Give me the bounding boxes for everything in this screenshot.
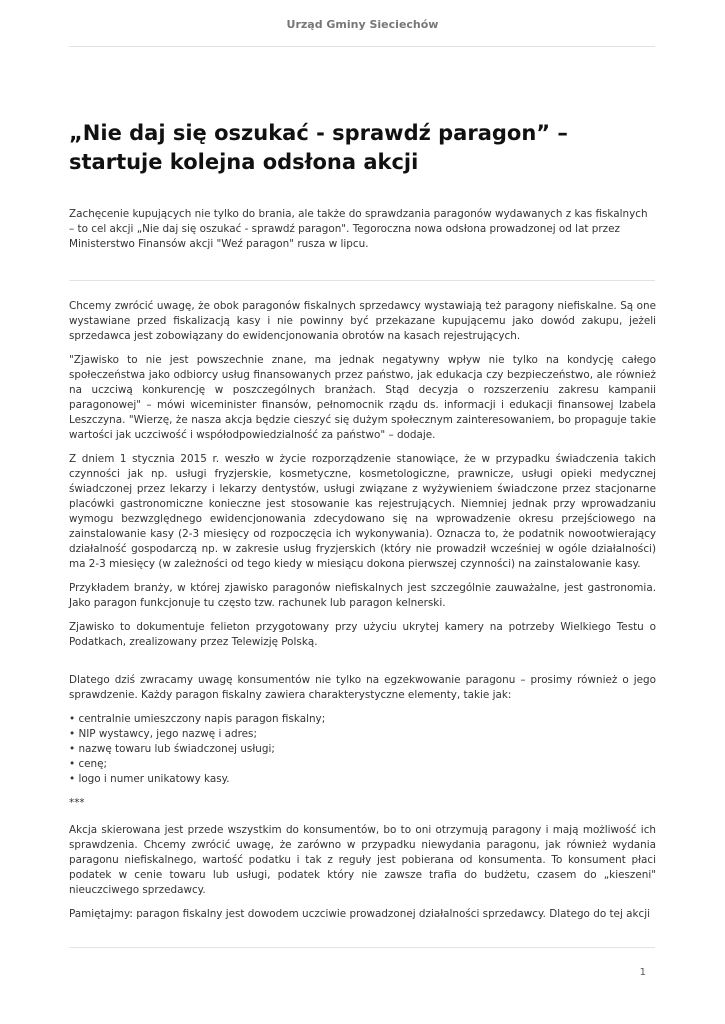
list-item: • centralnie umieszczony napis paragon fiskalny;: [69, 712, 656, 727]
body-paragraph: Pamiętajmy: paragon fiskalny jest dowodem uczciwie prowadzonej działalności sprzedawcy. Dlatego do tej akcji: [69, 908, 651, 920]
article-title: „Nie daj się oszukać - sprawdź paragon” – startuje kolejna odsłona akcji: [69, 121, 568, 174]
section-separator: ***: [69, 797, 85, 809]
list-item: • nazwę towaru lub świadczonej usługi;: [69, 742, 656, 757]
body-paragraph: Przykładem branży, w której zjawisko paragonów niefiskalnych jest szczególnie zauważalne, jest gastronomia. Jako paragon funkcjonuje tu często tzw. rachunek lub paragon kelnerski.: [69, 582, 656, 609]
header-divider: [69, 46, 655, 47]
list-item: • NIP wystawcy, jego nazwę i adres;: [69, 727, 656, 742]
receipt-elements-list: [69, 712, 656, 787]
body-paragraph: "Zjawisko to nie jest powszechnie znane, ma jednak negatywny wpływ nie tylko na kondycję całego społeczeństwa jako odbiorcy usług finansowanych przez państwo, jak edukacja czy bezpieczeństwo, ale również na uczciwą konkurencję w poszczególnych branżach. Stąd decyzja o rozszerzeniu zakresu kampanii paragonowej" – mówi wiceminister finansów, pełnomocnik rządu ds. informacji i edukacji finansowej Izabela Leszczyna. "Wierzę, że nasza akcja będzie cieszyć się dużym społecznym zainteresowaniem, bo propaguje takie wartości jak uczciwość i współodpowiedzialność za państwo" – dodaje.: [69, 354, 656, 441]
site-name: Urząd Gminy Sieciechów: [286, 18, 439, 31]
footer-divider: [69, 947, 655, 948]
page-number: 1: [639, 967, 646, 978]
body-paragraph: Zjawisko to dokumentuje felieton przygotowany przy użyciu ukrytej kamery na potrzeby Wielkiego Testu o Podatkach, zrealizowany przez Telewizję Polską.: [69, 621, 656, 648]
body-paragraph: Akcja skierowana jest przede wszystkim do konsumentów, bo to oni otrzymują paragony i mają możliwość ich sprawdzenia. Chcemy zwrócić uwagę, że zarówno w przypadku niewydania paragonu, jak również wydania paragonu niefiskalnego, wartość podatku i tak z reguły jest pobierana od konsumenta. To konsument płaci podatek w cenie towaru lub usługi, podatek który nie zawsze trafia do budżetu, czasem do „kieszeni" nieuczciwego sprzedawcy.: [69, 824, 656, 896]
list-item: • logo i numer unikatowy kasy.: [69, 772, 656, 787]
lead-divider: [69, 280, 655, 281]
body-paragraph: Z dniem 1 stycznia 2015 r. weszło w życie rozporządzenie stanowiące, że w przypadku świadczenia takich czynności jak np. usługi fryzjerskie, kosmetyczne, kosmetologiczne, prawnicze, usługi opieki medycznej świadczonej przez lekarzy i lekarzy dentystów, usługi związane z wyżywieniem świadczone przez stacjonarne placówki gastronomiczne konieczne jest stosowanie kas rejestrujących. Niemniej jednak przy wprowadzaniu wymogu bezwzględnego ewidencjonowania zdecydowano się na wprowadzenie okresu przejściowego na zainstalowanie kasy (2-3 miesięcy od rozpoczęcia ich wykonywania). Oznacza to, że podatnik nowootwierający działalność gospodarczą np. w zakresie usług fryzjerskich (który nie prowadził wcześniej w ogóle działalności) ma 2-3 miesięcy (w zależności od tego kiedy w miesiącu dokona pierwszej czynności) na zainstalowanie kasy.: [69, 453, 656, 570]
body-paragraph: Dlatego dziś zwracamy uwagę konsumentów nie tylko na egzekwowanie paragonu – prosimy również o jego sprawdzenie. Każdy paragon fiskalny zawiera charakterystyczne elementy, takie jak:: [69, 674, 656, 701]
article-lead: Zachęcenie kupujących nie tylko do brania, ale także do sprawdzania paragonów wydawanych z kas fiskalnych – to cel akcji „Nie daj się oszukać - sprawdź paragon". Tegoroczna nowa odsłona prowadzonej od lat przez Ministerstwo Finansów akcji "Weź paragon" rusza w lipcu.: [69, 208, 648, 250]
list-item: • cenę;: [69, 757, 656, 772]
article-body: [69, 299, 656, 931]
body-paragraph: Chcemy zwrócić uwagę, że obok paragonów fiskalnych sprzedawcy wystawiają też paragony niefiskalne. Są one wystawiane przed fiskalizacją kasy i nie powinny być przekazane kupującemu jako dowód zakupu, jeżeli sprzedawca jest zobowiązany do ewidencjonowania obrotów na kasach rejestrujących.: [69, 300, 656, 342]
article-lead-section: [69, 207, 656, 252]
